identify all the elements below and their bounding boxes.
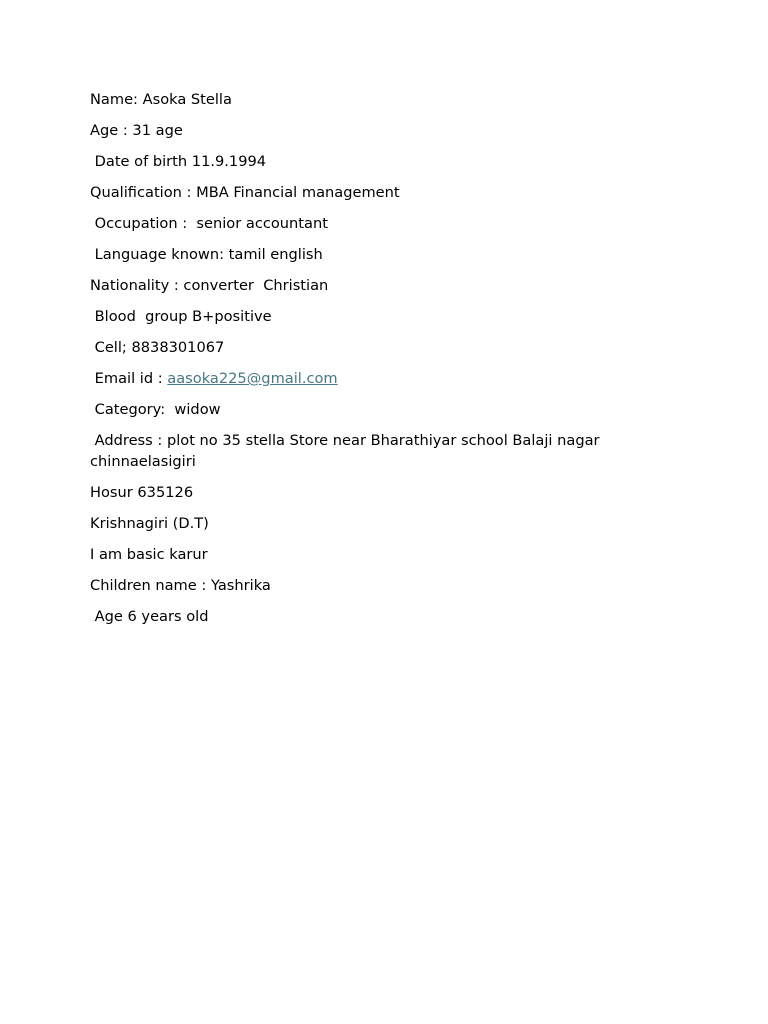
children-line: Children name : Yashrika	[90, 577, 271, 594]
city-line: Hosur 635126	[90, 484, 194, 501]
email-label: Email id :	[90, 370, 168, 387]
age-line: Age : 31 age	[90, 122, 183, 139]
cell-line: Cell; 8838301067	[90, 339, 225, 356]
language-line: Language known: tamil english	[90, 246, 323, 263]
address-line: Address : plot no 35 stella Store near Bharathiyar school Balaji nagar chinnaelasigiri	[90, 432, 605, 470]
district-line: Krishnagiri (D.T)	[90, 515, 209, 532]
category-line: Category: widow	[90, 401, 221, 418]
email-line	[90, 369, 650, 389]
email-link[interactable]: aasoka225@gmail.com	[167, 370, 338, 387]
occupation-line: Occupation : senior accountant	[90, 215, 328, 232]
basic-line: I am basic karur	[90, 546, 208, 563]
dob-line: Date of birth 11.9.1994	[90, 153, 267, 170]
document-page	[90, 90, 650, 638]
blood-group-line: Blood group B+positive	[90, 308, 272, 325]
qualification-line: Qualification : MBA Financial management	[90, 184, 400, 201]
child-age-line: Age 6 years old	[90, 608, 209, 625]
name-line: Name: Asoka Stella	[90, 91, 232, 108]
nationality-line: Nationality : converter Christian	[90, 277, 329, 294]
